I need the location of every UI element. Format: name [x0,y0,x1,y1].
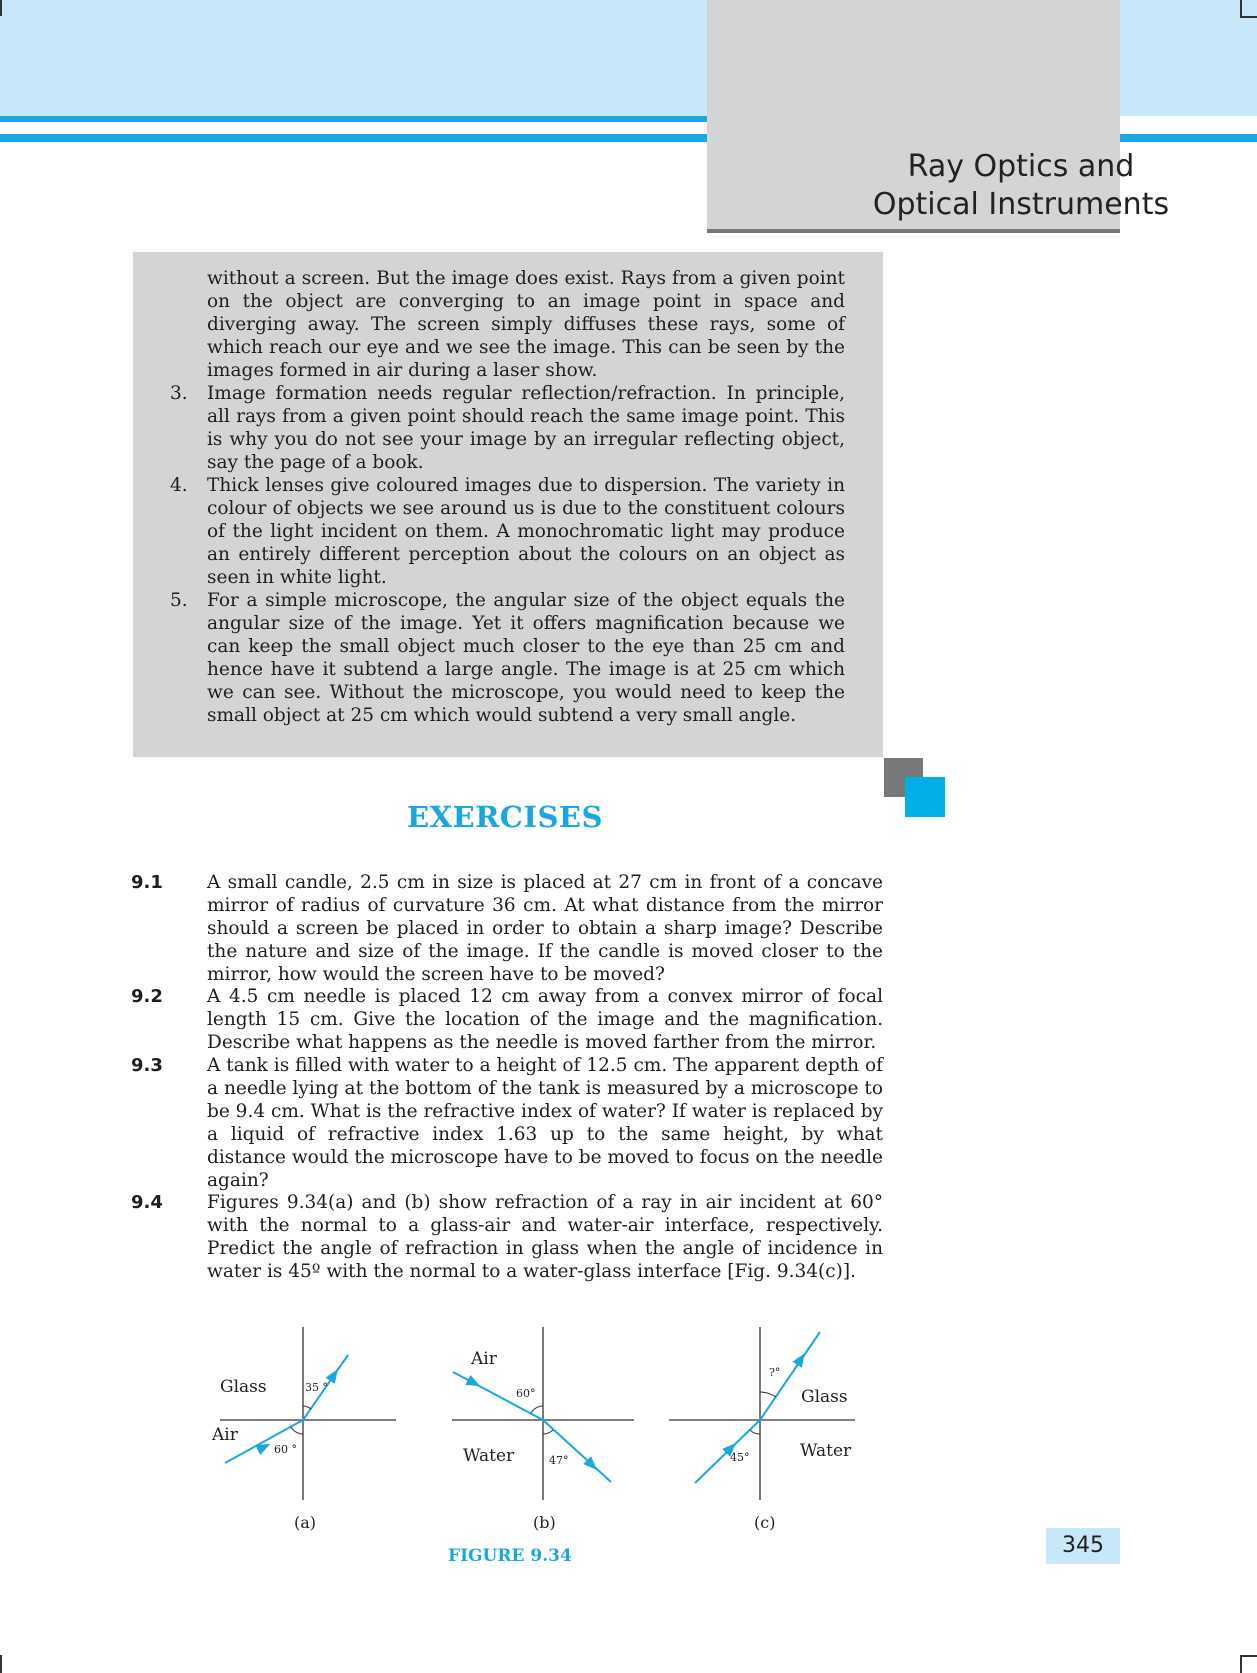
summary-item-number: 4. [170,475,188,496]
angle-arc-b-top [531,1406,543,1413]
angle-label: 60 ° [274,1443,297,1456]
angle-arc-c-bottom [750,1430,760,1434]
angle-arc-a-bottom [291,1427,303,1434]
figure-9-34 [200,1310,880,1570]
summary-item-text: For a simple microscope, the angular size of the object equals the angular size of the image. Yet it offers magnification because we can keep the small object much closer to the eye than 25 cm and hence have it subtend a large angle. The image is at 25 cm which we can see. Without the microscope, you would need to keep the small object at 25 cm which would subtend a very small angle. [207,590,845,726]
crop-mark-top-left [0,0,2,16]
medium-label: Air [212,1425,238,1445]
angle-label: 35 ° [305,1381,328,1394]
medium-label: Water [463,1446,515,1466]
summary-continuation: without a screen. But the image does exist. Rays from a given point on the object are converging to an image point in space and diverging away. The screen simply diffuses these rays, some of which reach our eye and we see the image. This can be seen by the images formed in air during a laser show. [207,268,845,381]
medium-label: Air [471,1349,497,1369]
refraction-diagrams [200,1310,880,1570]
crop-mark-bottom-right [1240,1655,1242,1673]
subfigure-label: (c) [754,1513,776,1532]
exercise-text: A small candle, 2.5 cm in size is placed at 27 cm in front of a concave mirror of radius of curvature 36 cm. At what distance from the mirror should a screen be placed in order to obtain a sharp image? Describe the nature and size of the image. If the candle is moved closer to the mirror, how would the screen have to be moved? [207,872,883,985]
angle-label: 45° [730,1451,750,1464]
medium-label: Water [800,1441,852,1461]
angle-label: 60° [516,1387,536,1400]
angle-label: ?° [769,1366,781,1379]
arrow-b2 [589,1462,592,1465]
angle-arc-c-top [760,1392,776,1397]
incident-ray-c [695,1420,760,1483]
exercise-text: Figures 9.34(a) and (b) show refraction of a ray in air incident at 60° with the normal to a glass-air and water-air interface, respectively. Predict the angle of refraction in glass when the angle of incidence in water is 45º with the normal to a water-glass interface [Fig. 9.34(c)]. [207,1192,883,1282]
crop-mark-bottom-left [0,1655,2,1673]
medium-label: Glass [801,1387,848,1407]
summary-points [170,267,845,727]
page-number: 345 [1046,1528,1120,1564]
diagram-b [452,1327,634,1532]
exercise-number: 9.1 [131,872,163,893]
crop-mark-bottom-right-h [1240,1655,1257,1657]
chapter-title-line2: Optical Instruments [872,187,1170,222]
crop-mark-top-right-h [1240,16,1257,18]
summary-item-text: Thick lenses give coloured images due to dispersion. The variety in colour of objects we see around us is due to the constituent colours of the light incident on them. A monochromatic light may produce an entirely different perception about the colours on an object as seen in white light. [207,475,845,588]
angle-arc-b-bottom [543,1430,553,1434]
summary-item-text: Image formation needs regular reflection/refraction. In principle, all rays from a given point should reach the same image point. This is why you do not see your image by an irregular reflecting object, say the page of a book. [207,383,845,473]
exercise-text: A tank is filled with water to a height of 12.5 cm. The apparent depth of a needle lying at the bottom of the tank is measured by a microscope to be 9.4 cm. What is the refractive index of water? If water is replaced by a liquid of refractive index 1.63 up to the same height, by what distance would the microscope have to be moved to focus on the needle again? [207,1055,883,1191]
exercise-number: 9.4 [131,1192,163,1213]
exercises-heading: EXERCISES [407,800,603,834]
subfigure-label: (b) [533,1513,556,1532]
arrow-b1 [470,1381,474,1383]
arrow-a2 [332,1375,334,1378]
angle-arc-a-top [303,1406,311,1409]
diagram-a [211,1327,396,1532]
summary-item-number: 5. [170,590,188,611]
exercise-item [131,871,883,986]
exercise-text: A 4.5 cm needle is placed 12 cm away from a convex mirror of focal length 15 cm. Give the location of the image and the magnification. Describe what happens as the needle is moved farther from the mirror. [207,986,883,1053]
figure-caption: FIGURE 9.34 [448,1546,572,1566]
summary-item [170,474,845,589]
summary-item [170,589,845,727]
refracted-ray-b [543,1420,611,1482]
arrow-a1 [260,1447,264,1449]
medium-label: Glass [220,1377,267,1397]
summary-item [170,382,845,474]
exercise-number: 9.2 [131,986,163,1007]
header-rule-upper [0,116,708,122]
exercise-item [131,1054,883,1192]
chapter-title [841,148,1201,224]
exercise-number: 9.3 [131,1055,163,1076]
subfigure-label: (a) [294,1513,317,1532]
angle-label: 47° [549,1454,569,1467]
exercise-item [131,985,883,1054]
diagram-c [669,1327,855,1532]
chapter-title-line1: Ray Optics and [907,149,1135,184]
decor-square-blue [905,777,945,817]
summary-item-number: 3. [170,383,188,404]
exercise-item [131,1191,883,1283]
